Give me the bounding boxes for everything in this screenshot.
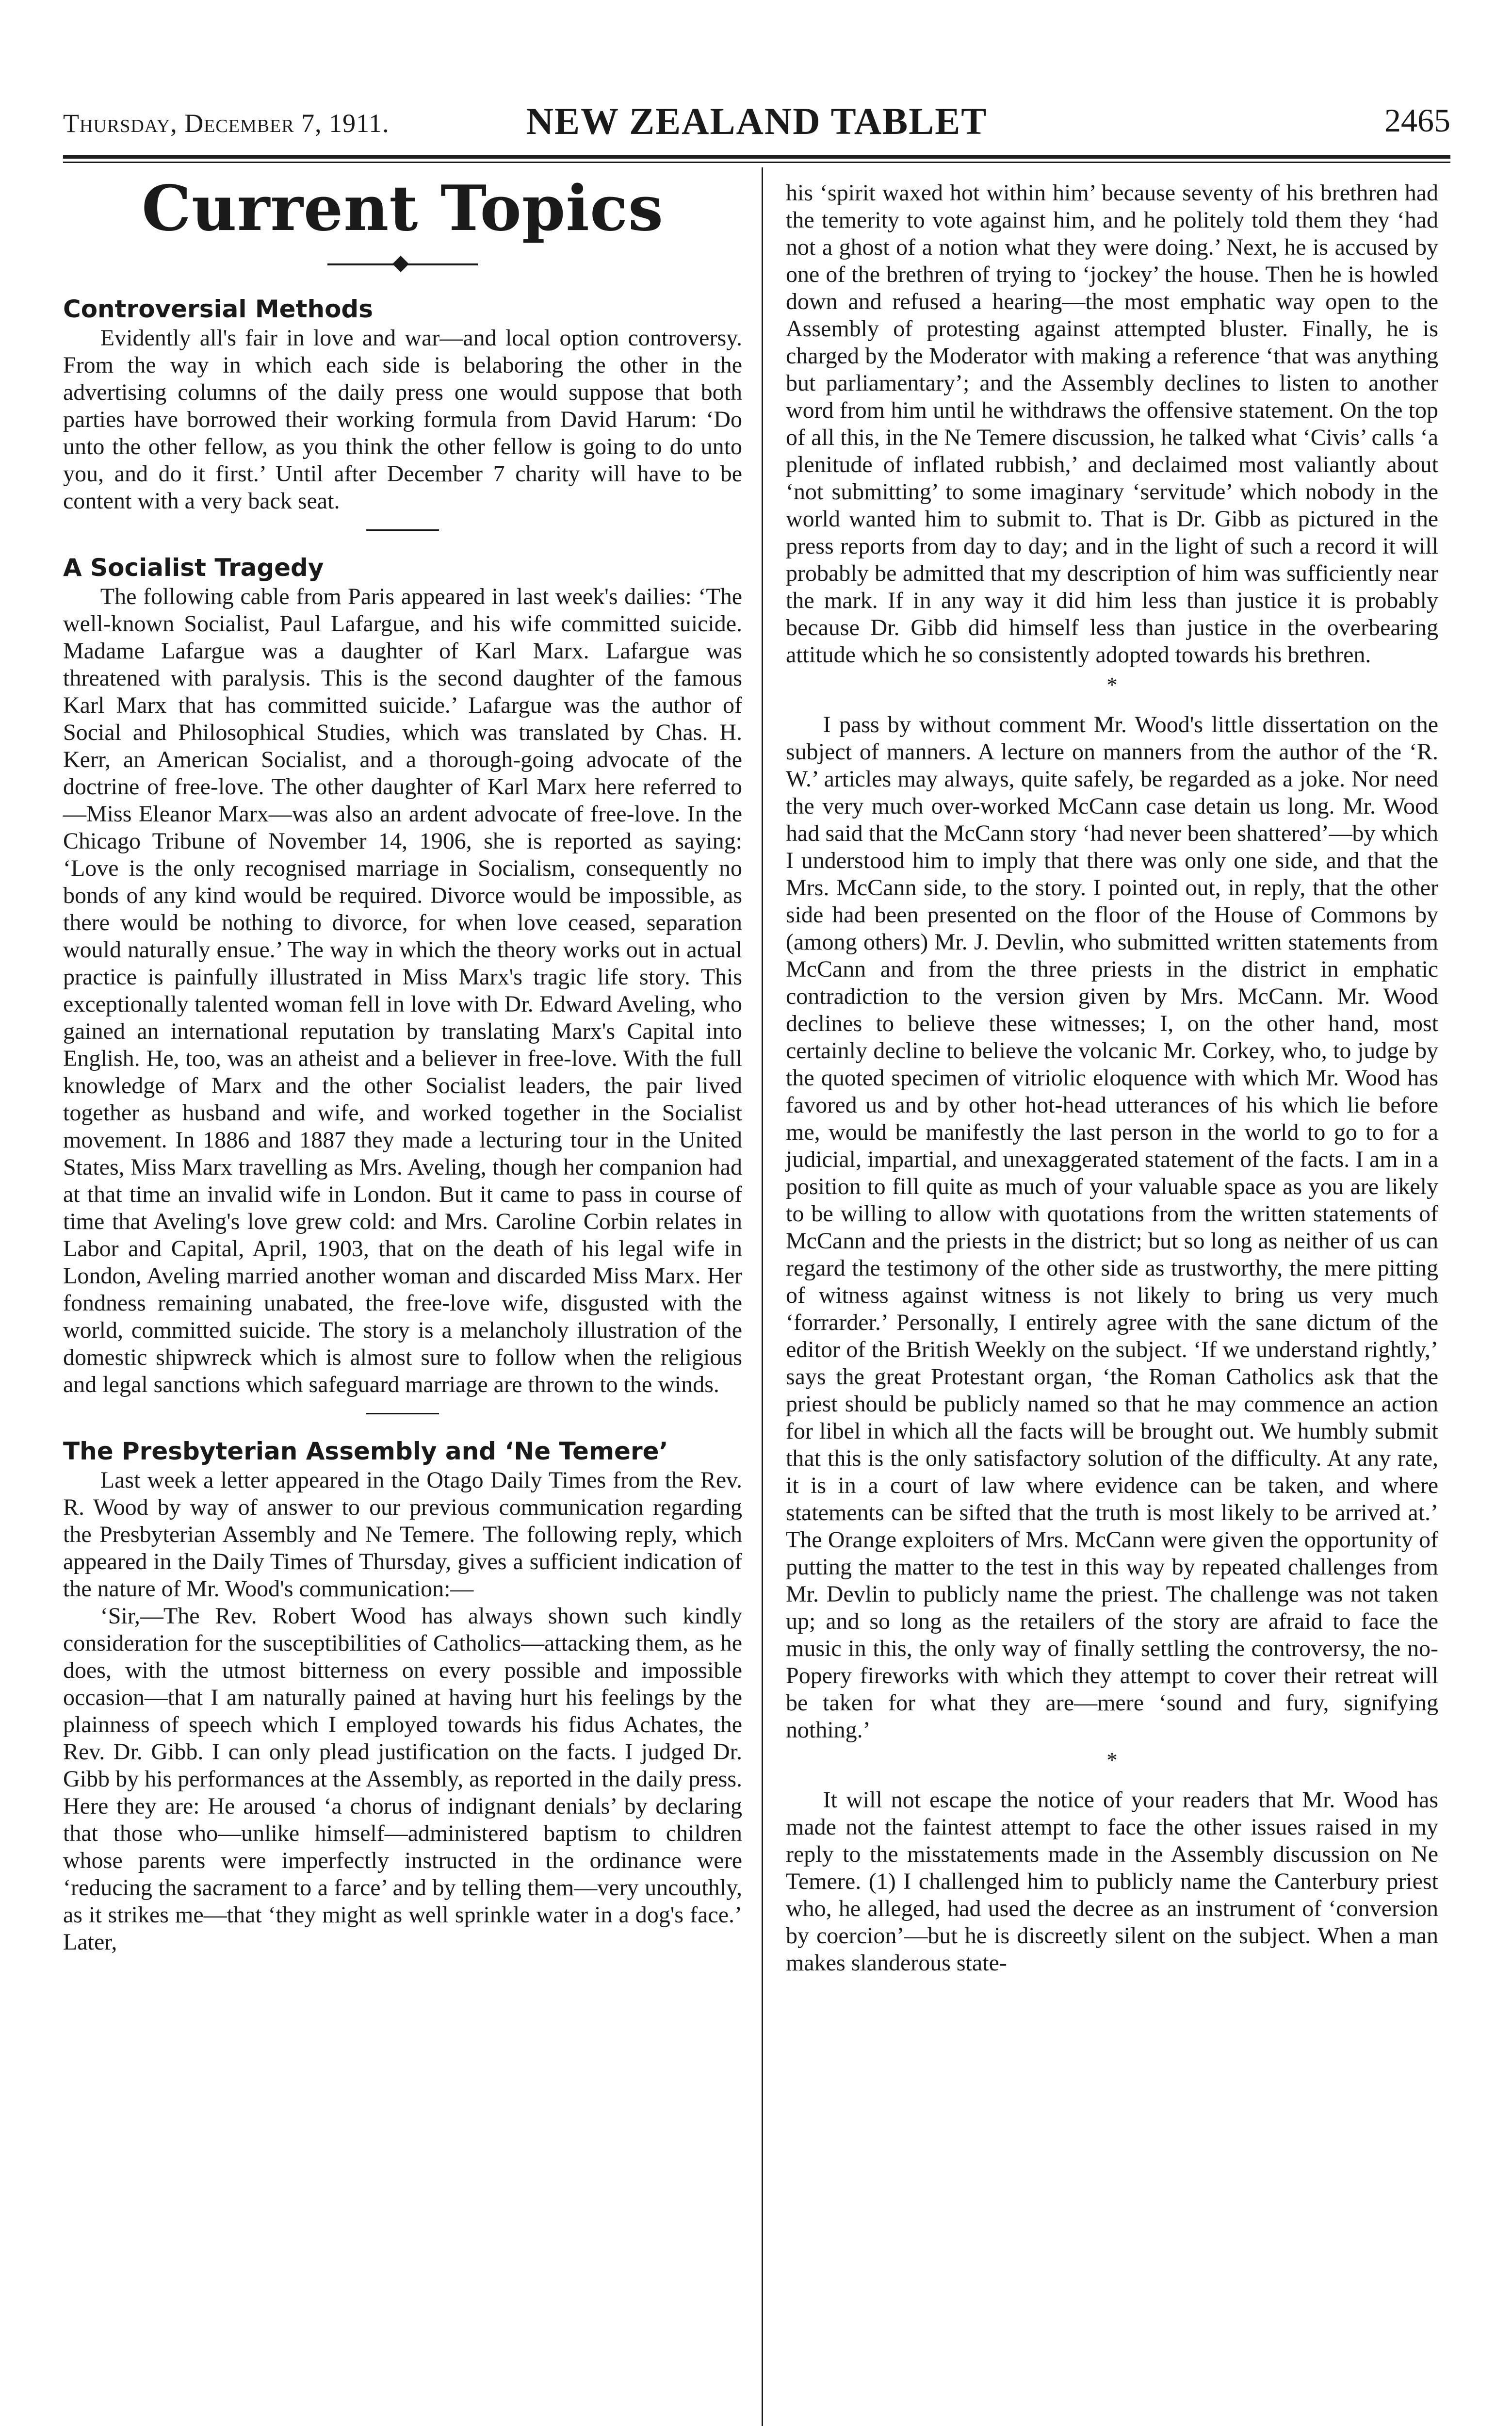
article-paragraph: It will not escape the notice of your readers that Mr. Wood has made not the faintest attempt to face the other issues raised in my reply to the misstatements made in the Assembly discussion on Ne Temere. (1) I challenged him to publicly name the Canterbury priest who, he alleged, had used the decree as an instrument of ‘conversion by coercion’—but he is discreetly silent on the subject. When a man makes slanderous state- <box>786 1787 1438 1976</box>
article-paragraph: I pass by without comment Mr. Wood's little dissertation on the subject of manners. A lecture on manners from the author of the ‘R. W.’ articles may always, quite safely, be regarded as a joke. Nor need the very much over-worked McCann case detain us long. Mr. Wood had said that the McCann story ‘had never been shattered’—by which I understood him to imply that there was only one side, and that the Mrs. McCann side, to the story. I pointed out, in reply, that the other side had been presented on the floor of the House of Commons by (among others) Mr. J. Devlin, who submitted written statements from McCann and from the three priests in the district in emphatic contradiction to the version given by Mrs. McCann. Mr. Wood declines to believe these witnesses; I, on the other hand, most certainly decline to believe the volcanic Mr. Corkey, who, to judge by the quoted specimen of vitriolic eloquence with which Mr. Wood has favored us and by other hot-head utterances of his which lie before me, would be manifestly the last person in the world to go to for a judicial, impartial, and unexaggerated statement of the facts. I am in a position to fill quite as much of your valuable space as you are likely to be willing to allow with quotations from the written statements of McCann and the priests in the district; but so long as neither of us can regard the testimony of the other side as trustworthy, the mere pitting of witness against witness is not likely to bring us very much ‘forrarder.’ Personally, I entirely agree with the sane dictum of the editor of the British Weekly on the subject. ‘If we understand rightly,’ says the great Protestant organ, ‘the Roman Catholics ask that the priest should be publicly named so that he may commence an action for libel in which all the facts will be brought out. We humbly submit that this is the only satisfactory solution of the difficulty. At any rate, it is in a court of law where evidence can be taken, and where statements can be sifted that the truth is most likely to be arrived at.’ The Orange exploiters of Mrs. McCann were given the opportunity of putting the matter to the test in this way by repeated challenges from Mr. Devlin to publicly name the priest. The challenge was not taken up; and so long as the retailers of the story are afraid to face the music in this, the only way of finally settling the controversy, the no-Popery fireworks with which they attempt to cover their retreat will be taken for what they are—mere ‘sound and fury, signifying nothing.’ <box>786 712 1438 1743</box>
article-paragraph: The following cable from Paris appeared in last week's dailies: ‘The well-known Socialist, Paul Lafargue, and his wife committed suicide. Madame Lafargue was a daughter of Karl Marx. Lafargue was threatened with paralysis. This is the second daughter of the famous Karl Marx that has committed suicide.’ Lafargue was the author of Social and Philosophical Studies, which was translated by Chas. H. Kerr, an American Socialist, and a thorough-going advocate of the doctrine of free-love. The other daughter of Karl Marx here referred to—Miss Eleanor Marx—was also an ardent advocate of free-love. In the Chicago Tribune of November 14, 1906, she is reported as saying: ‘Love is the only recognised marriage in Socialism, consequently no bonds of any kind would be required. Divorce would be impossible, as there would be nothing to divorce, for when love ceased, separation would naturally ensue.’ The way in which the theory works out in actual practice is painfully illustrated in Miss Marx's tragic life story. This exceptionally talented woman fell in love with Dr. Edward Aveling, who gained an international reputation by translating Marx's Capital into English. He, too, was an atheist and a believer in free-love. With the full knowledge of Marx and the other Socialist leaders, the pair lived together as husband and wife, and worked together in the Socialist movement. In 1886 and 1887 they made a lecturing tour in the United States, Miss Marx travelling as Mrs. Aveling, though her companion had at that time an invalid wife in London. But it came to pass in course of time that Aveling's love grew cold: and Mrs. Caroline Corbin relates in Labor and Capital, April, 1903, that on the death of his legal wife in London, Aveling married another woman and discarded Miss Marx. Her fondness remaining unabated, the free-love wife, disgusted with the world, committed suicide. The story is a melancholy illustration of the domestic shipwreck which is almost sure to follow when the religious and legal sanctions which safeguard marriage are thrown to the winds. <box>63 584 742 1397</box>
article-heading-controversial-methods: Controversial Methods <box>63 295 373 323</box>
diamond-ornament-icon <box>392 256 409 272</box>
article-paragraph: Last week a letter appeared in the Otago Daily Times from the Rev. R. Wood by way of answer to our previous communication regarding the Presbyterian Assembly and Ne Temere. The following reply, which appeared in the Daily Times of Thursday, gives a sufficient indication of the nature of Mr. Wood's communication:— <box>63 1467 742 1602</box>
ornamental-rule <box>63 250 742 279</box>
issue-date: Thursday, December 7, 1911. <box>63 109 390 138</box>
asterisk-separator: * <box>1106 673 1118 697</box>
masthead <box>63 99 1450 153</box>
publication-title: NEW ZEALAND TABLET <box>526 100 988 142</box>
section-title: Current Topics <box>141 172 664 245</box>
article-heading-presbyterian-assembly: The Presbyterian Assembly and ‘Ne Temere’ <box>63 1437 668 1465</box>
page-number: 2465 <box>1384 102 1450 139</box>
article-separator <box>366 1413 439 1414</box>
header-rule-thin <box>63 162 1450 163</box>
article-paragraph: ‘Sir,—The Rev. Robert Wood has always shown such kindly consideration for the susceptibilities of Catholics—attacking them, as he does, with the utmost bitterness on every possible and impossible occasion—that I am naturally pained at having hurt his feelings by the plainness of speech which I employed towards his fidus Achates, the Rev. Dr. Gibb. I can only plead justification on the facts. I judged Dr. Gibb by his performances at the Assembly, as reported in the daily press. Here they are: He aroused ‘a chorus of indignant denials’ by declaring that those who—unlike himself—administered baptism to children whose parents were imperfectly instructed in the ordinance were ‘reducing the sacrament to a farce’ and by telling them—very uncouthly, as it strikes me—that ‘they might as well sprinkle water in a dog's face.’ Later, <box>63 1603 742 1955</box>
article-heading-socialist-tragedy: A Socialist Tragedy <box>63 554 324 582</box>
asterisk-separator: * <box>1106 1748 1118 1772</box>
article-paragraph: Evidently all's fair in love and war—and local option controversy. From the way in which each side is belaboring the other in the advertising columns of the daily press one would suppose that both parties have borrowed their working formula from David Harum: ‘Do unto the other fellow, as you think the other fellow is going to do unto you, and do it first.’ Until after December 7 charity will have to be content with a very back seat. <box>63 325 742 514</box>
left-column <box>63 172 742 1956</box>
right-column <box>786 180 1438 1977</box>
article-paragraph: his ‘spirit waxed hot within him’ because seventy of his brethren had the temerity to vote against him, and he politely told them they ‘had not a ghost of a notion what they were doing.’ Next, he is accused by one of the brethren of trying to ‘jockey’ the house. Then he is howled down and refused a hearing—the most emphatic way open to the Assembly of protesting against attempted bluster. Finally, he is charged by the Moderator with making a reference ‘that was anything but parliamentary’; and the Assembly declines to listen to another word from him until he withdraws the offensive statement. On the top of all this, in the Ne Temere discussion, he talked what ‘Civis’ calls ‘a plenitude of inflated rubbish,’ and declaimed most valiantly about ‘not submitting’ to some imaginary ‘servitude’ which nobody in the world wanted him to submit to. That is Dr. Gibb as pictured in the press reports from day to day; and in the light of such a record it will probably be admitted that my description of him was sufficiently near the mark. If in any way it did him less than justice it is probably because Dr. Gibb did himself less than justice in the overbearing attitude which he so consistently adopted towards his brethren. <box>786 180 1438 668</box>
article-separator <box>366 529 439 531</box>
column-divider <box>762 167 763 2426</box>
header-rule-thick <box>63 155 1450 159</box>
